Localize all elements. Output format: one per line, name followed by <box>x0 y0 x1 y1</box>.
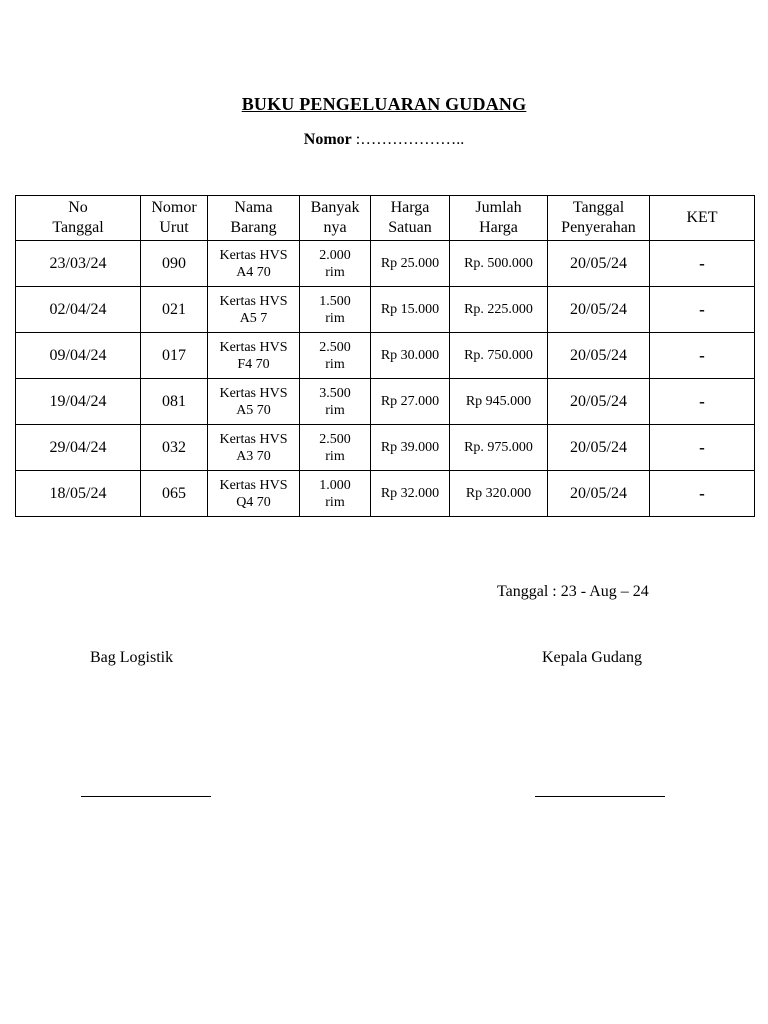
signature-label-bag-logistik: Bag Logistik <box>90 649 174 666</box>
cell-banyaknya: 1.500 rim <box>300 287 371 333</box>
cell-nama-barang: Kertas HVS A4 70 <box>208 241 300 287</box>
cell-jumlah-harga: Rp 320.000 <box>450 471 548 517</box>
document-date: Tanggal : 23 - Aug – 24 <box>497 583 649 600</box>
table-row <box>16 379 755 425</box>
table-header-row <box>16 196 755 241</box>
cell-tanggal: 09/04/24 <box>16 333 141 379</box>
document-title: BUKU PENGELUARAN GUDANG <box>241 94 527 114</box>
cell-nomor-urut: 065 <box>141 471 208 517</box>
cell-jumlah-harga: Rp 945.000 <box>450 379 548 425</box>
cell-banyaknya: 2.500 rim <box>300 425 371 471</box>
cell-nomor-urut: 021 <box>141 287 208 333</box>
cell-harga-satuan: Rp 15.000 <box>371 287 450 333</box>
cell-nama-barang: Kertas HVS Q4 70 <box>208 471 300 517</box>
header-banyaknya: Banyak nya <box>300 196 371 241</box>
cell-tanggal-penyerahan: 20/05/24 <box>548 471 650 517</box>
cell-tanggal: 29/04/24 <box>16 425 141 471</box>
cell-jumlah-harga: Rp. 975.000 <box>450 425 548 471</box>
cell-tanggal-penyerahan: 20/05/24 <box>548 425 650 471</box>
cell-tanggal-penyerahan: 20/05/24 <box>548 333 650 379</box>
cell-harga-satuan: Rp 27.000 <box>371 379 450 425</box>
nomor-label: Nomor <box>303 131 352 148</box>
table-row <box>16 425 755 471</box>
cell-banyaknya: 1.000 rim <box>300 471 371 517</box>
header-tanggal-penyerahan: Tanggal Penyerahan <box>548 196 650 241</box>
cell-ket: - <box>650 471 755 517</box>
cell-nomor-urut: 090 <box>141 241 208 287</box>
cell-tanggal: 23/03/24 <box>16 241 141 287</box>
table-row <box>16 287 755 333</box>
outgoing-goods-table <box>15 195 755 517</box>
cell-jumlah-harga: Rp. 225.000 <box>450 287 548 333</box>
signature-line-right <box>535 796 665 797</box>
cell-harga-satuan: Rp 25.000 <box>371 241 450 287</box>
header-harga-satuan: Harga Satuan <box>371 196 450 241</box>
document-number <box>0 131 768 149</box>
cell-nama-barang: Kertas HVS F4 70 <box>208 333 300 379</box>
cell-ket: - <box>650 333 755 379</box>
cell-nomor-urut: 017 <box>141 333 208 379</box>
nomor-value: :……………….. <box>351 131 465 148</box>
table-row <box>16 241 755 287</box>
cell-banyaknya: 3.500 rim <box>300 379 371 425</box>
cell-tanggal-penyerahan: 20/05/24 <box>548 287 650 333</box>
cell-jumlah-harga: Rp. 500.000 <box>450 241 548 287</box>
cell-tanggal-penyerahan: 20/05/24 <box>548 241 650 287</box>
cell-harga-satuan: Rp 30.000 <box>371 333 450 379</box>
cell-tanggal-penyerahan: 20/05/24 <box>548 379 650 425</box>
header-jumlah-harga: Jumlah Harga <box>450 196 548 241</box>
cell-nama-barang: Kertas HVS A3 70 <box>208 425 300 471</box>
cell-banyaknya: 2.500 rim <box>300 333 371 379</box>
table-row <box>16 333 755 379</box>
cell-nomor-urut: 032 <box>141 425 208 471</box>
header-ket: KET <box>650 196 755 241</box>
cell-harga-satuan: Rp 39.000 <box>371 425 450 471</box>
header-nomor-urut: Nomor Urut <box>141 196 208 241</box>
cell-tanggal: 18/05/24 <box>16 471 141 517</box>
signature-line-left <box>81 796 211 797</box>
cell-ket: - <box>650 425 755 471</box>
signature-label-kepala-gudang: Kepala Gudang <box>542 649 642 666</box>
cell-tanggal: 02/04/24 <box>16 287 141 333</box>
cell-nama-barang: Kertas HVS A5 70 <box>208 379 300 425</box>
table-row <box>16 471 755 517</box>
cell-nomor-urut: 081 <box>141 379 208 425</box>
header-nama-barang: Nama Barang <box>208 196 300 241</box>
cell-jumlah-harga: Rp. 750.000 <box>450 333 548 379</box>
cell-harga-satuan: Rp 32.000 <box>371 471 450 517</box>
header-no-tanggal: No Tanggal <box>16 196 141 241</box>
cell-banyaknya: 2.000 rim <box>300 241 371 287</box>
cell-ket: - <box>650 241 755 287</box>
cell-nama-barang: Kertas HVS A5 7 <box>208 287 300 333</box>
cell-ket: - <box>650 379 755 425</box>
cell-ket: - <box>650 287 755 333</box>
cell-tanggal: 19/04/24 <box>16 379 141 425</box>
